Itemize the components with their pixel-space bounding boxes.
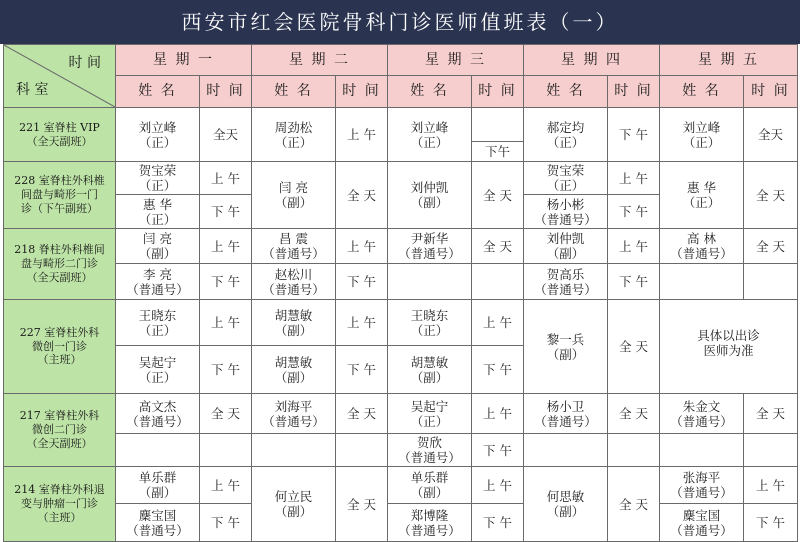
time-cell: 下 午 bbox=[336, 264, 388, 300]
dept-cell: 218 脊柱外科椎间 盘与畸形二门诊 （全天副班） bbox=[4, 229, 116, 300]
doctor-cell: 刘仲凯 （副） bbox=[388, 162, 472, 229]
doctor-cell: 王晓东 （正） bbox=[116, 300, 200, 346]
empty-cell bbox=[472, 108, 524, 142]
doctor-cell: 贺宝荣 （正） bbox=[116, 162, 200, 195]
doctor-cell: 黎一兵 （副） bbox=[524, 300, 608, 394]
time-col-header: 时 间 bbox=[336, 76, 388, 108]
time-cell: 全 天 bbox=[608, 300, 660, 394]
time-cell: 下 午 bbox=[200, 346, 252, 394]
friday-note-cell: 具体以出诊 医师为准 bbox=[660, 300, 798, 394]
empty-cell bbox=[388, 264, 472, 300]
empty-cell bbox=[744, 434, 798, 467]
day-header-wednesday: 星 期 三 bbox=[388, 45, 524, 76]
doctor-cell: 惠 华 （正） bbox=[660, 162, 744, 229]
name-col-header: 姓 名 bbox=[116, 76, 200, 108]
day-header-tuesday: 星 期 二 bbox=[252, 45, 388, 76]
time-cell: 上 午 bbox=[200, 162, 252, 195]
doctor-cell: 闫 亮 （副） bbox=[252, 162, 336, 229]
dept-cell: 221 室脊柱 VIP （全天副班） bbox=[4, 108, 116, 162]
doctor-cell: 胡慧敏 （副） bbox=[252, 300, 336, 346]
time-cell: 全 天 bbox=[744, 162, 798, 229]
time-cell: 下 午 bbox=[608, 195, 660, 229]
doctor-cell: 何思敏 （副） bbox=[524, 467, 608, 542]
doctor-cell: 赵松川 （普通号） bbox=[252, 264, 336, 300]
time-cell: 上 午 bbox=[200, 300, 252, 346]
time-cell: 上 午 bbox=[336, 108, 388, 162]
name-col-header: 姓 名 bbox=[524, 76, 608, 108]
doctor-cell: 尹新华 （普通号） bbox=[388, 229, 472, 264]
time-cell: 上 午 bbox=[472, 300, 524, 346]
doctor-cell: 刘立峰 （正） bbox=[660, 108, 744, 162]
empty-cell bbox=[744, 264, 798, 300]
doctor-cell: 麇宝国 （普通号） bbox=[660, 504, 744, 542]
time-cell: 下午 bbox=[472, 142, 524, 162]
dept-cell: 227 室脊柱外科 微创一门诊 （主班） bbox=[4, 300, 116, 394]
time-cell: 全 天 bbox=[336, 162, 388, 229]
doctor-cell: 胡慧敏 （副） bbox=[252, 346, 336, 394]
doctor-cell: 高 林 （普通号） bbox=[660, 229, 744, 264]
page-title: 西安市红会医院骨科门诊医师值班表（一） bbox=[0, 0, 800, 44]
doctor-cell: 何立民 （副） bbox=[252, 467, 336, 542]
corner-time-label: 时 间 bbox=[68, 55, 101, 71]
empty-cell bbox=[660, 434, 744, 467]
schedule-table bbox=[3, 44, 798, 542]
time-col-header: 时 间 bbox=[200, 76, 252, 108]
doctor-cell: 刘立峰 （正） bbox=[388, 108, 472, 162]
doctor-cell: 刘立峰 （正） bbox=[116, 108, 200, 162]
doctor-cell: 郝定均 （正） bbox=[524, 108, 608, 162]
doctor-cell: 周劲松 （正） bbox=[252, 108, 336, 162]
time-cell: 全 天 bbox=[744, 229, 798, 264]
empty-cell bbox=[660, 264, 744, 300]
doctor-cell: 高文杰 （普通号） bbox=[116, 394, 200, 434]
time-cell: 全天 bbox=[200, 108, 252, 162]
dept-cell: 228 室脊柱外科椎 间盘与畸形一门 诊（下午副班） bbox=[4, 162, 116, 229]
name-col-header: 姓 名 bbox=[252, 76, 336, 108]
time-cell: 上 午 bbox=[472, 467, 524, 504]
doctor-cell: 吴起宁 （正） bbox=[388, 394, 472, 434]
empty-cell bbox=[200, 434, 252, 467]
time-cell: 全 天 bbox=[472, 162, 524, 229]
schedule-table-wrapper bbox=[3, 44, 797, 542]
doctor-cell: 吴起宁 （正） bbox=[116, 346, 200, 394]
doctor-cell: 杨小卫 （普通号） bbox=[524, 394, 608, 434]
time-cell: 下 午 bbox=[200, 195, 252, 229]
day-header-friday: 星 期 五 bbox=[660, 45, 798, 76]
time-cell: 全 天 bbox=[336, 394, 388, 434]
empty-cell bbox=[336, 434, 388, 467]
name-col-header: 姓 名 bbox=[388, 76, 472, 108]
doctor-cell: 胡慧敏 （副） bbox=[388, 346, 472, 394]
corner-dept-label: 科 室 bbox=[16, 82, 49, 99]
doctor-cell: 惠 华 （正） bbox=[116, 195, 200, 229]
time-cell: 全 天 bbox=[744, 394, 798, 434]
doctor-cell: 闫 亮 （副） bbox=[116, 229, 200, 264]
doctor-cell: 贺高乐 （普通号） bbox=[524, 264, 608, 300]
doctor-cell: 王晓东 （正） bbox=[388, 300, 472, 346]
time-cell: 下 午 bbox=[336, 346, 388, 394]
time-cell: 上 午 bbox=[472, 394, 524, 434]
day-header-monday: 星 期 一 bbox=[116, 45, 252, 76]
time-cell: 全 天 bbox=[200, 394, 252, 434]
day-header-thursday: 星 期 四 bbox=[524, 45, 660, 76]
time-col-header: 时 间 bbox=[608, 76, 660, 108]
doctor-cell: 贺宝荣 （正） bbox=[524, 162, 608, 195]
empty-cell bbox=[608, 434, 660, 467]
time-cell: 下 午 bbox=[200, 264, 252, 300]
time-cell: 全 天 bbox=[336, 467, 388, 542]
dept-cell: 214 室脊柱外科退 变与肿瘤一门诊 （主班） bbox=[4, 467, 116, 542]
doctor-cell: 贺欣 （普通号） bbox=[388, 434, 472, 467]
name-col-header: 姓 名 bbox=[660, 76, 744, 108]
time-cell: 全 天 bbox=[608, 394, 660, 434]
doctor-cell: 杨小彬 （普通号） bbox=[524, 195, 608, 229]
header-corner-cell bbox=[4, 45, 116, 108]
time-cell: 下 午 bbox=[200, 504, 252, 542]
time-cell: 上 午 bbox=[200, 229, 252, 264]
time-cell: 下 午 bbox=[608, 264, 660, 300]
time-cell: 上 午 bbox=[744, 467, 798, 504]
doctor-cell: 李 亮 （普通号） bbox=[116, 264, 200, 300]
doctor-cell: 张海平 （普通号） bbox=[660, 467, 744, 504]
time-cell: 下 午 bbox=[608, 108, 660, 162]
doctor-cell: 朱金文 （普通号） bbox=[660, 394, 744, 434]
doctor-cell: 刘海平 （普通号） bbox=[252, 394, 336, 434]
empty-cell bbox=[524, 434, 608, 467]
time-cell: 全 天 bbox=[608, 467, 660, 542]
doctor-cell: 麇宝国 （普通号） bbox=[116, 504, 200, 542]
empty-cell bbox=[472, 264, 524, 300]
time-cell: 全 天 bbox=[472, 229, 524, 264]
empty-cell bbox=[116, 434, 200, 467]
empty-cell bbox=[252, 434, 336, 467]
time-cell: 上 午 bbox=[608, 162, 660, 195]
time-cell: 下 午 bbox=[744, 504, 798, 542]
dept-cell: 217 室脊柱外科 微创二门诊 （全天副班） bbox=[4, 394, 116, 467]
doctor-cell: 刘仲凯 （副） bbox=[524, 229, 608, 264]
doctor-cell: 昌 震 （普通号） bbox=[252, 229, 336, 264]
time-cell: 上 午 bbox=[200, 467, 252, 504]
time-cell: 上 午 bbox=[336, 300, 388, 346]
doctor-cell: 郑博隆 （普通号） bbox=[388, 504, 472, 542]
time-cell: 全天 bbox=[744, 108, 798, 162]
time-cell: 下 午 bbox=[472, 504, 524, 542]
time-col-header: 时 间 bbox=[744, 76, 798, 108]
doctor-cell: 单乐群 （副） bbox=[388, 467, 472, 504]
time-col-header: 时 间 bbox=[472, 76, 524, 108]
time-cell: 下 午 bbox=[472, 434, 524, 467]
doctor-cell: 单乐群 （副） bbox=[116, 467, 200, 504]
time-cell: 上 午 bbox=[336, 229, 388, 264]
time-cell: 上 午 bbox=[608, 229, 660, 264]
time-cell: 下 午 bbox=[472, 346, 524, 394]
